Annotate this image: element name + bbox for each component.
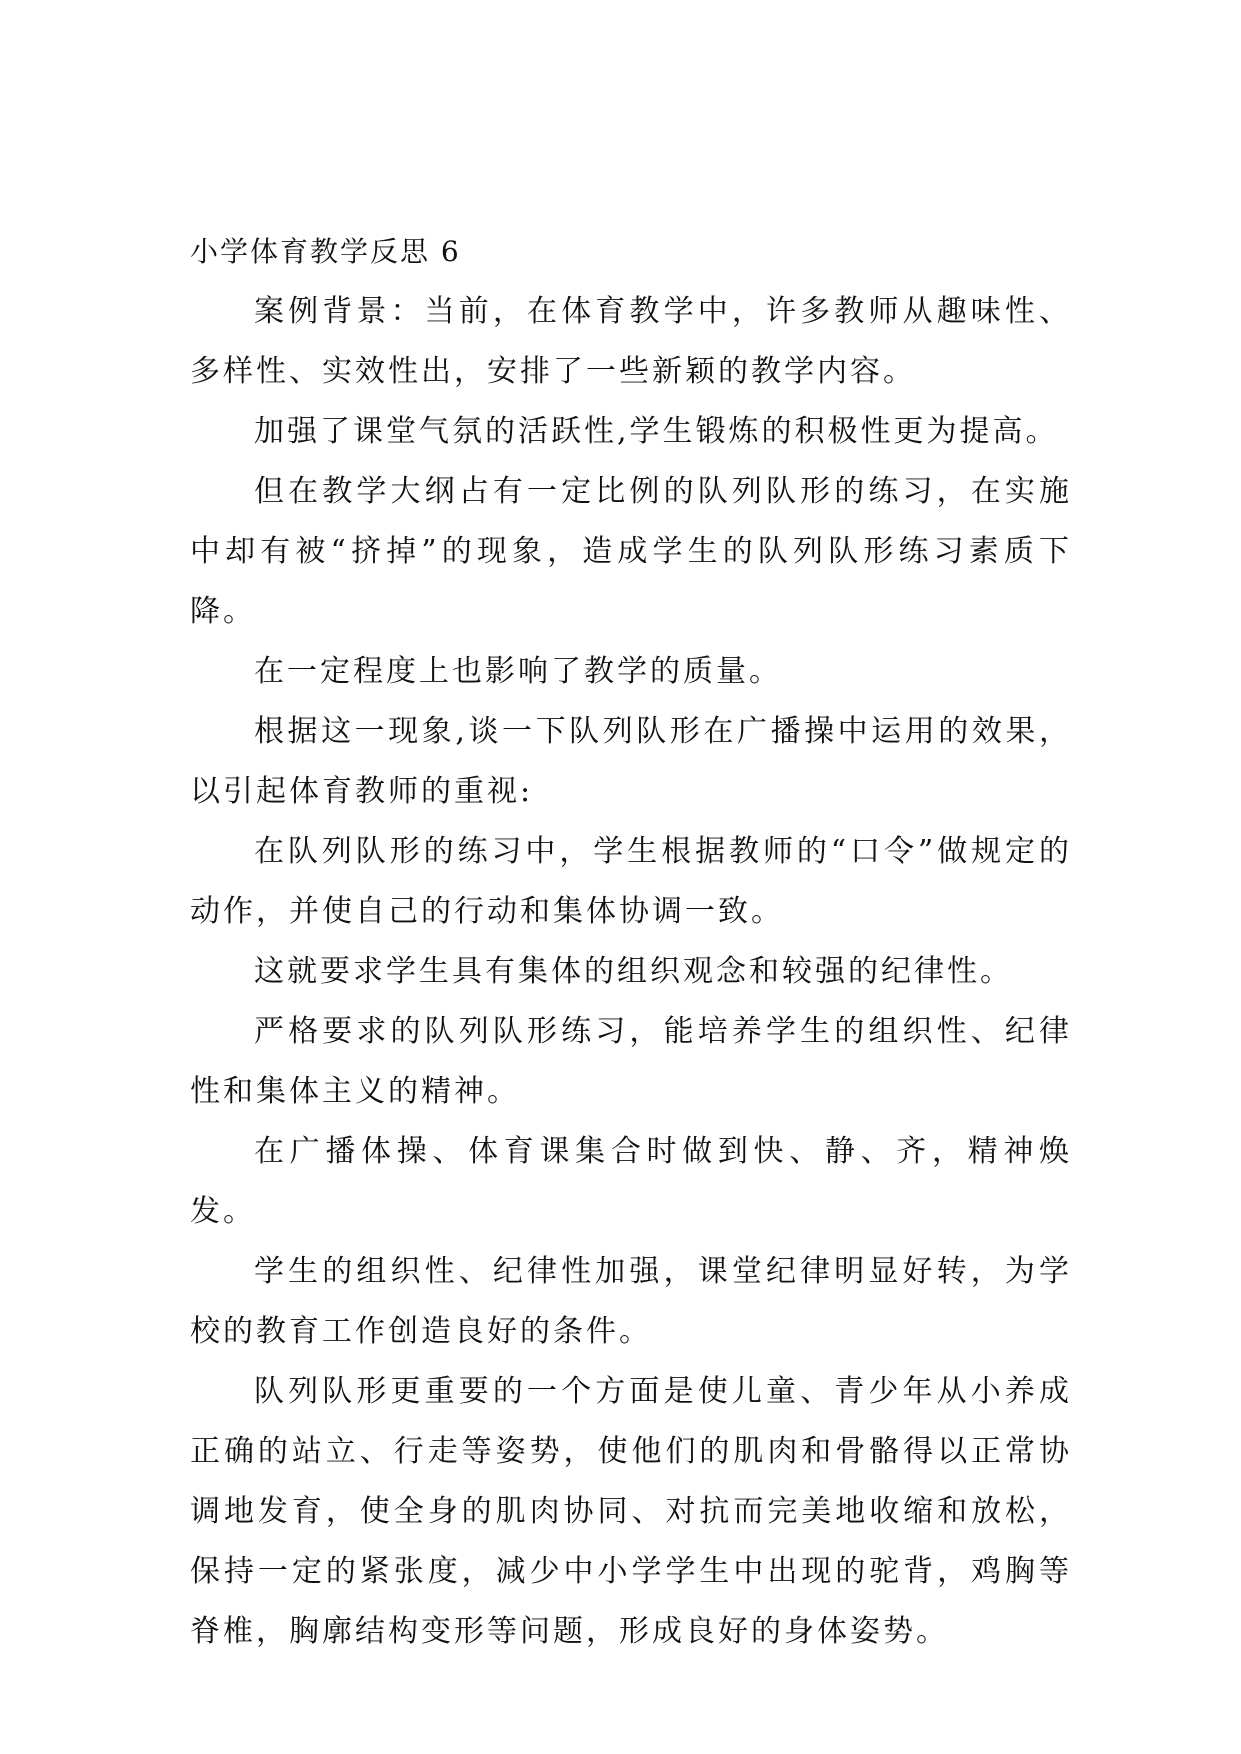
- paragraph: 这就要求学生具有集体的组织观念和较强的纪律性。: [254, 954, 1013, 989]
- paragraph: 但在教学大纲占有一定比例的队列队形的练习，在实施中却有被“挤掉”的现象，造成学生的队列队形练习素质下降。: [190, 474, 1072, 629]
- paragraph: 队列队形更重要的一个方面是使儿童、青少年从小养成正确的站立、行走等姿势，使他们的肌肉和骨骼得以正常协调地发育，使全身的肌肉协同、对抗而完美地收缩和放松，保持一定的紧张度，减少中小学学生中出现的驼背，鸡胸等脊椎，胸廓结构变形等问题，形成良好的身体姿势。: [190, 1374, 1072, 1649]
- paragraph: 根据这一现象,谈一下队列队形在广播操中运用的效果，以引起体育教师的重视:: [190, 714, 1072, 809]
- paragraph: 在广播体操、体育课集合时做到快、静、齐，精神焕发。: [190, 1134, 1072, 1229]
- paragraph: 案例背景：当前，在体育教学中，许多教师从趣味性、多样性、实效性出，安排了一些新颖的教学内容。: [190, 294, 1072, 389]
- paragraph: 学生的组织性、纪律性加强，课堂纪律明显好转，为学校的教育工作创造良好的条件。: [190, 1254, 1072, 1349]
- document-title: 小学体育教学反思 6: [190, 235, 461, 268]
- paragraph: 在队列队形的练习中，学生根据教师的“口令”做规定的动作，并使自己的行动和集体协调一致。: [190, 834, 1072, 929]
- paragraph: 加强了课堂气氛的活跃性,学生锻炼的积极性更为提高。: [254, 414, 1059, 449]
- paragraph: 严格要求的队列队形练习，能培养学生的组织性、纪律性和集体主义的精神。: [190, 1014, 1072, 1109]
- document-body: [190, 222, 1072, 1662]
- paragraph: 在一定程度上也影响了教学的质量。: [254, 654, 782, 689]
